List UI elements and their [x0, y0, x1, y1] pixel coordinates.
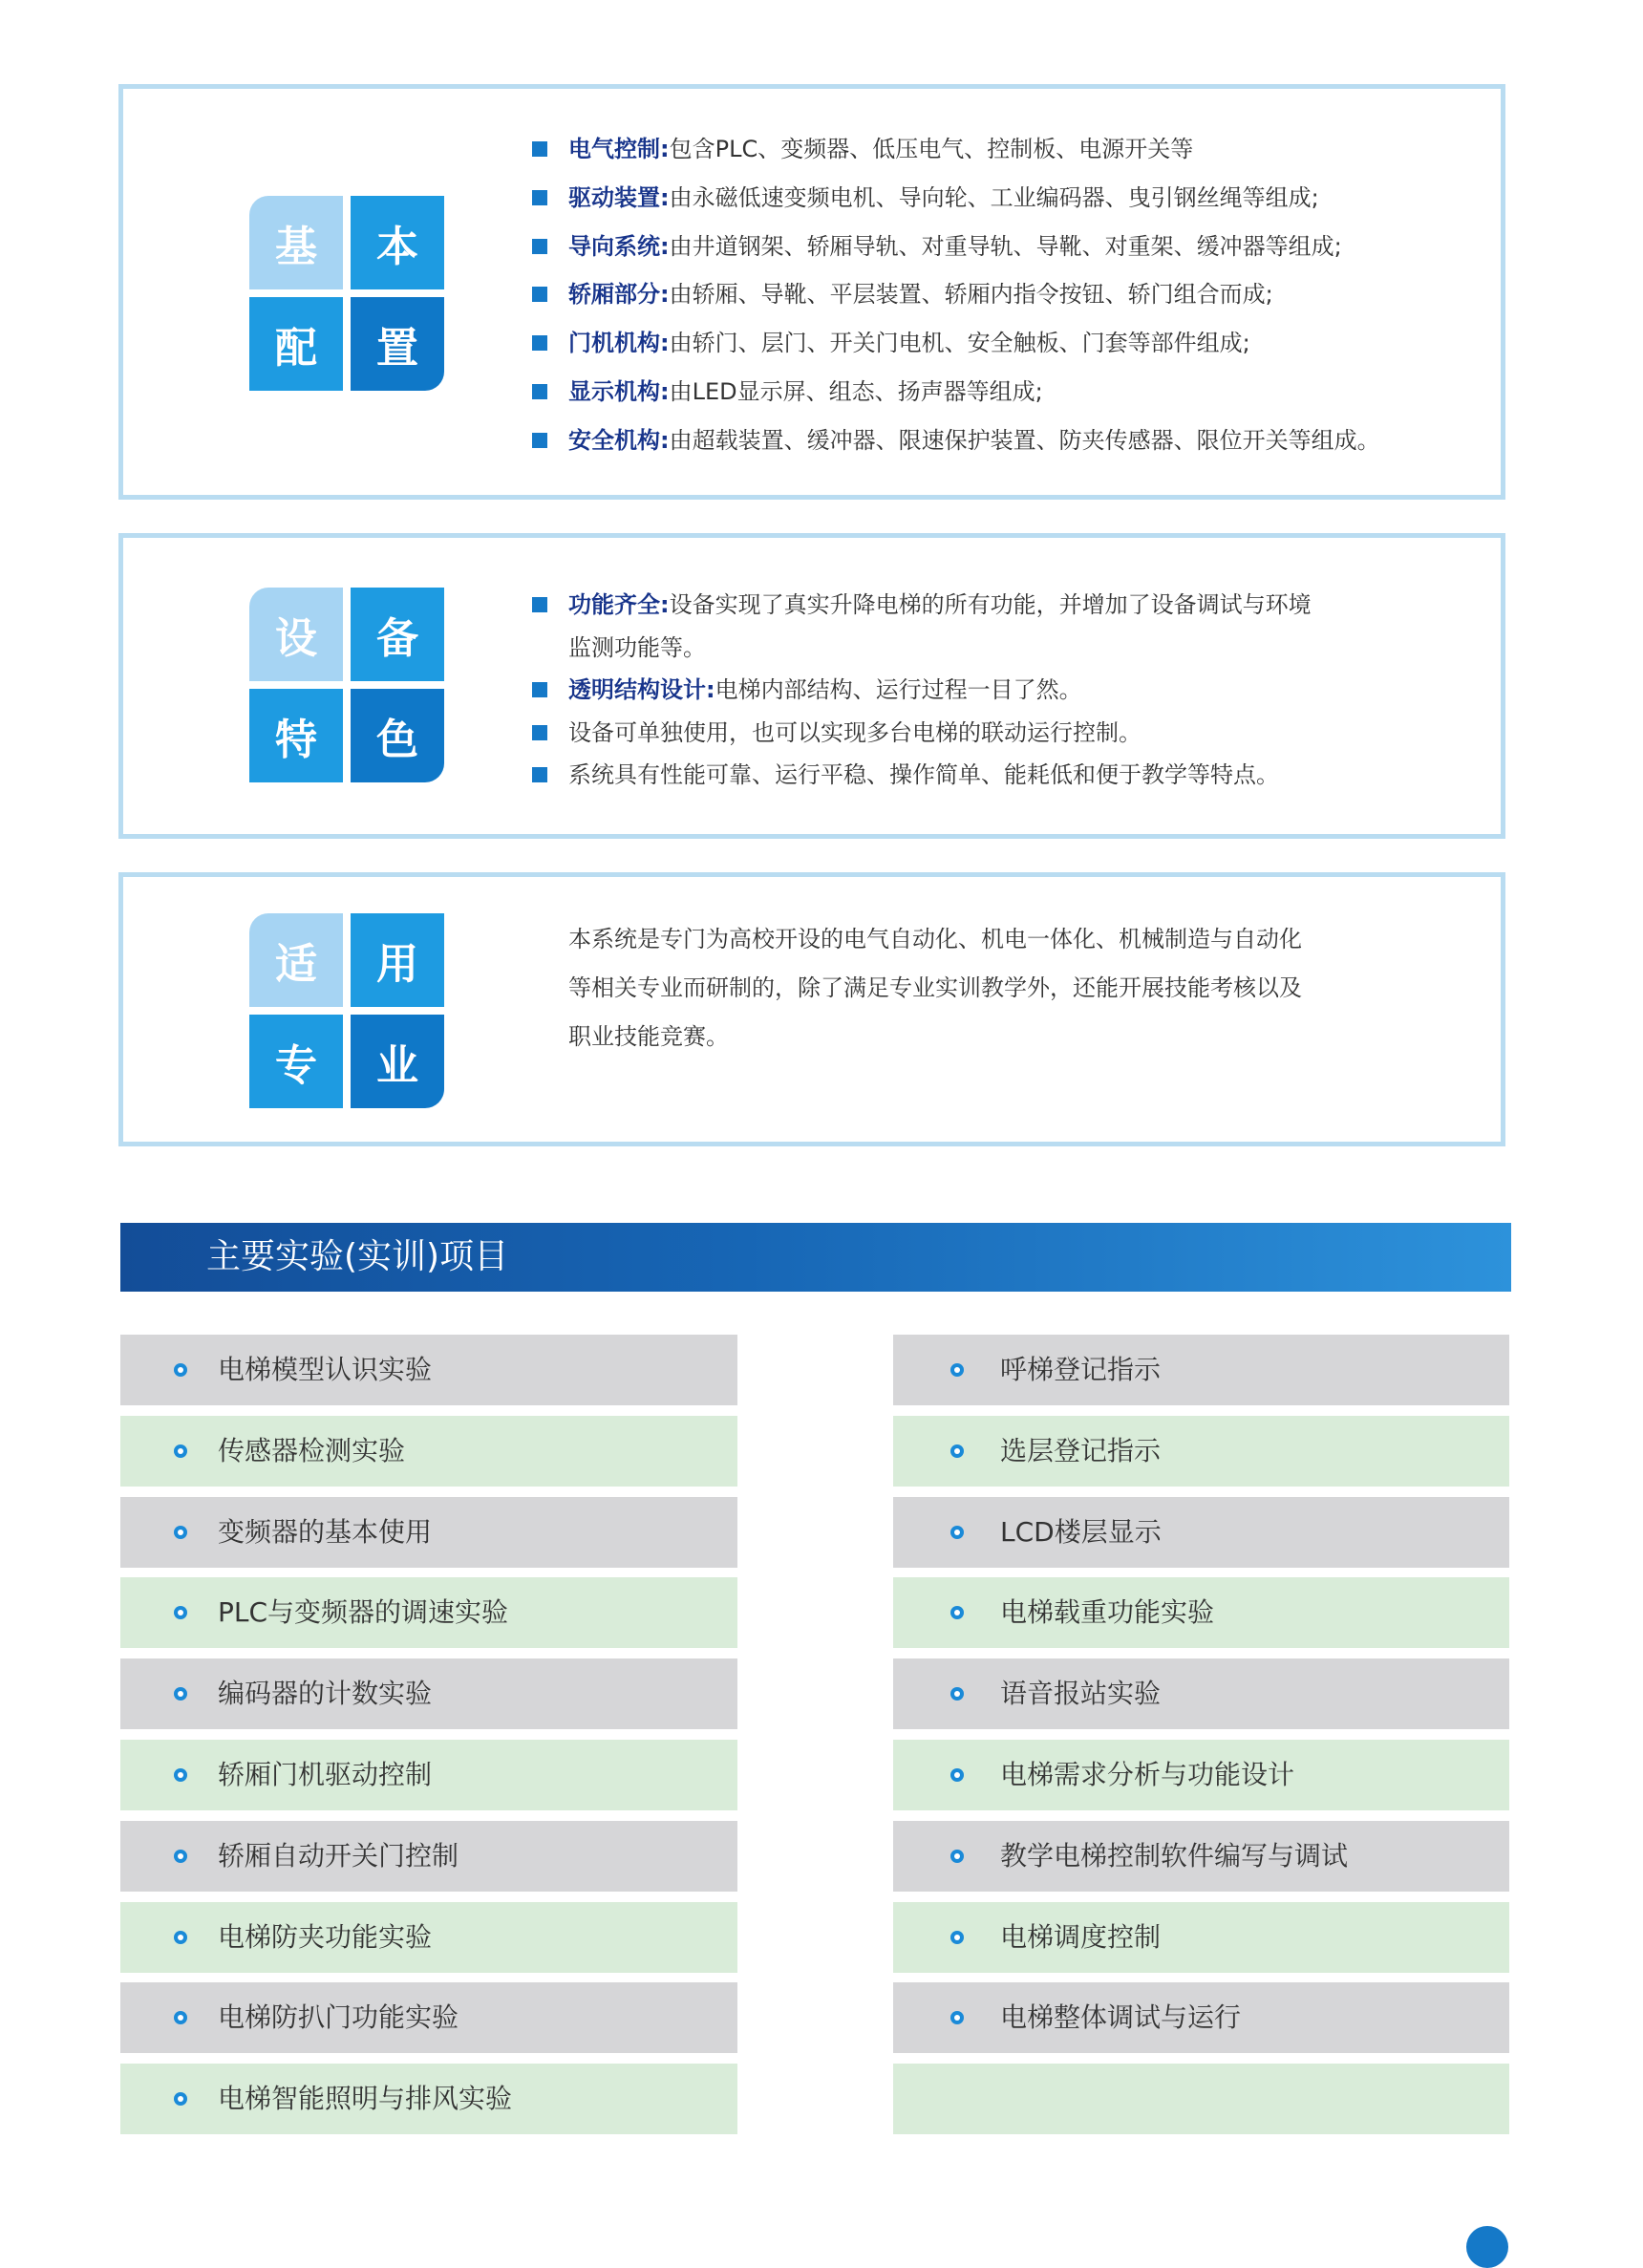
feature-key: 驱动装置:: [568, 183, 670, 211]
feature-item: [524, 754, 1405, 797]
feature-text: 包含PLC、变频器、低压电气、控制板、电源开关等: [669, 136, 1194, 162]
tile-char: 设: [249, 588, 343, 681]
circle-bullet-icon: [174, 1606, 187, 1619]
experiment-label: 变频器的基本使用: [218, 1516, 433, 1548]
tile-char: 用: [351, 913, 444, 1007]
feature-item: [524, 584, 1405, 627]
experiment-row: [893, 1335, 1509, 1405]
feature-text: 由井道钢架、轿厢导轨、对重导轨、导靴、对重架、缓冲器等组成;: [669, 232, 1342, 260]
experiment-row: [120, 1902, 737, 1973]
experiment-row: [893, 1416, 1509, 1487]
majors-description: [568, 915, 1409, 1061]
experiment-row: [893, 1740, 1509, 1810]
features-list: [524, 584, 1405, 797]
feature-item: [524, 627, 1405, 670]
experiment-row: [120, 1658, 737, 1729]
experiment-row: [893, 1821, 1509, 1892]
experiment-row: [120, 1740, 737, 1810]
feature-key: 功能齐全:: [568, 591, 670, 618]
experiment-row: [120, 2064, 737, 2134]
tile-char: 基: [249, 196, 343, 289]
experiment-row: [120, 1821, 737, 1892]
experiment-label: 电梯模型认识实验: [218, 1354, 433, 1385]
circle-bullet-icon: [174, 2011, 187, 2024]
feature-key: 安全机构:: [568, 426, 670, 454]
experiment-label: PLC与变频器的调速实验: [218, 1596, 509, 1628]
feature-key: 门机机构:: [568, 330, 670, 357]
basic-config-list: [524, 125, 1405, 465]
circle-bullet-icon: [174, 1363, 187, 1377]
feature-item: [524, 223, 1405, 271]
majors-line: 职业技能竞赛。: [568, 1023, 729, 1050]
experiment-label: 选层登记指示: [1000, 1435, 1162, 1466]
feature-key: 导向系统:: [568, 232, 670, 260]
feature-item: [524, 417, 1405, 465]
experiment-label: 传感器检测实验: [218, 1435, 406, 1466]
feature-text: 系统具有性能可靠、运行平稳、操作简单、能耗低和便于教学等特点。: [568, 761, 1279, 788]
experiment-label: 电梯防夹功能实验: [218, 1921, 433, 1953]
square-bullet-icon: [532, 141, 547, 157]
circle-bullet-icon: [950, 1606, 964, 1619]
square-bullet-icon: [532, 433, 547, 448]
feature-item: [524, 669, 1405, 712]
feature-item: [524, 319, 1405, 368]
feature-key: 显示机构:: [568, 377, 670, 405]
circle-bullet-icon: [950, 1363, 964, 1377]
majors-tiles: [249, 913, 444, 1108]
feature-item: [524, 174, 1405, 223]
page-corner-decoration: [1466, 2226, 1508, 2268]
experiment-row: [893, 1658, 1509, 1729]
square-bullet-icon: [532, 597, 547, 612]
square-bullet-icon: [532, 682, 547, 697]
experiment-row: [893, 1902, 1509, 1973]
experiment-row: [120, 1577, 737, 1648]
experiment-label: 电梯整体调试与运行: [1000, 2001, 1242, 2033]
circle-bullet-icon: [174, 1526, 187, 1539]
feature-text: 电梯内部结构、运行过程一目了然。: [715, 676, 1082, 703]
experiment-row: [120, 1497, 737, 1568]
square-bullet-icon: [532, 725, 547, 740]
circle-bullet-icon: [950, 2011, 964, 2024]
experiment-label: 轿厢自动开关门控制: [218, 1840, 459, 1872]
tile-char: 本: [351, 196, 444, 289]
experiment-row: [893, 1982, 1509, 2053]
circle-bullet-icon: [174, 1931, 187, 1944]
square-bullet-icon: [532, 767, 547, 782]
circle-bullet-icon: [950, 1931, 964, 1944]
experiment-label: 语音报站实验: [1000, 1678, 1162, 1709]
experiment-label: 电梯防扒门功能实验: [218, 2001, 459, 2033]
tile-char: 备: [351, 588, 444, 681]
square-bullet-icon: [532, 384, 547, 399]
square-bullet-icon: [532, 335, 547, 351]
experiment-label: 呼梯登记指示: [1000, 1354, 1162, 1385]
features-panel: [118, 533, 1505, 839]
circle-bullet-icon: [174, 1687, 187, 1701]
circle-bullet-icon: [174, 1768, 187, 1782]
experiment-label: 轿厢门机驱动控制: [218, 1759, 433, 1790]
tile-char: 业: [351, 1015, 444, 1108]
circle-bullet-icon: [174, 1850, 187, 1863]
basic-config-tiles: [249, 196, 444, 391]
majors-panel: [118, 872, 1505, 1146]
square-bullet-icon: [532, 239, 547, 254]
feature-item: [524, 368, 1405, 417]
majors-line: 本系统是专门为高校开设的电气自动化、机电一体化、机械制造与自动化: [568, 926, 1302, 952]
feature-text: 由轿门、层门、开关门电机、安全触板、门套等部件组成;: [669, 330, 1250, 357]
feature-item: [524, 712, 1405, 755]
experiment-row: [120, 1335, 737, 1405]
circle-bullet-icon: [950, 1526, 964, 1539]
feature-key: 透明结构设计:: [568, 676, 715, 703]
tile-char: 置: [351, 297, 444, 391]
tile-char: 配: [249, 297, 343, 391]
feature-item: [524, 125, 1405, 174]
feature-key: 轿厢部分:: [568, 281, 670, 309]
basic-config-panel: [118, 84, 1505, 500]
tile-char: 色: [351, 689, 444, 782]
circle-bullet-icon: [174, 1444, 187, 1458]
square-bullet-icon: [532, 287, 547, 302]
tile-char: 特: [249, 689, 343, 782]
circle-bullet-icon: [950, 1768, 964, 1782]
experiment-row: [893, 2064, 1509, 2134]
feature-item: [524, 270, 1405, 319]
feature-text: 监测功能等。: [568, 633, 706, 661]
feature-key: 电气控制:: [568, 136, 670, 162]
experiment-label: 电梯需求分析与功能设计: [1000, 1759, 1295, 1790]
square-bullet-icon: [532, 190, 547, 205]
feature-text: 由轿厢、导靴、平层装置、轿厢内指令按钮、轿门组合而成;: [669, 281, 1273, 309]
circle-bullet-icon: [950, 1850, 964, 1863]
circle-bullet-icon: [950, 1444, 964, 1458]
features-tiles: [249, 588, 444, 782]
experiment-row: [120, 1416, 737, 1487]
circle-bullet-icon: [174, 2092, 187, 2106]
experiment-label: 电梯智能照明与排风实验: [218, 2083, 513, 2114]
experiment-label: 电梯载重功能实验: [1000, 1596, 1215, 1628]
feature-text: 由超载装置、缓冲器、限速保护装置、防夹传感器、限位开关等组成。: [669, 426, 1380, 454]
experiments-banner: [120, 1223, 1511, 1292]
feature-text: 由LED显示屏、组态、扬声器等组成;: [669, 377, 1043, 405]
feature-text: 设备可单独使用，也可以实现多台电梯的联动运行控制。: [568, 718, 1142, 746]
experiment-row: [893, 1577, 1509, 1648]
experiment-label: 电梯调度控制: [1000, 1921, 1162, 1953]
experiment-row: [893, 1497, 1509, 1568]
feature-text: 由永磁低速变频电机、导向轮、工业编码器、曳引钢丝绳等组成;: [669, 183, 1319, 211]
feature-text: 设备实现了真实升降电梯的所有功能，并增加了设备调试与环境: [669, 591, 1312, 618]
experiment-label: 教学电梯控制软件编写与调试: [1000, 1840, 1349, 1872]
majors-line: 等相关专业而研制的，除了满足专业实训教学外，还能开展技能考核以及: [568, 974, 1302, 1001]
experiment-label: LCD楼层显示: [1000, 1516, 1162, 1548]
tile-char: 适: [249, 913, 343, 1007]
experiment-row: [120, 1982, 737, 2053]
experiments-title: 主要实验(实训)项目: [206, 1237, 509, 1276]
circle-bullet-icon: [950, 1687, 964, 1701]
tile-char: 专: [249, 1015, 343, 1108]
experiment-label: 编码器的计数实验: [218, 1678, 433, 1709]
